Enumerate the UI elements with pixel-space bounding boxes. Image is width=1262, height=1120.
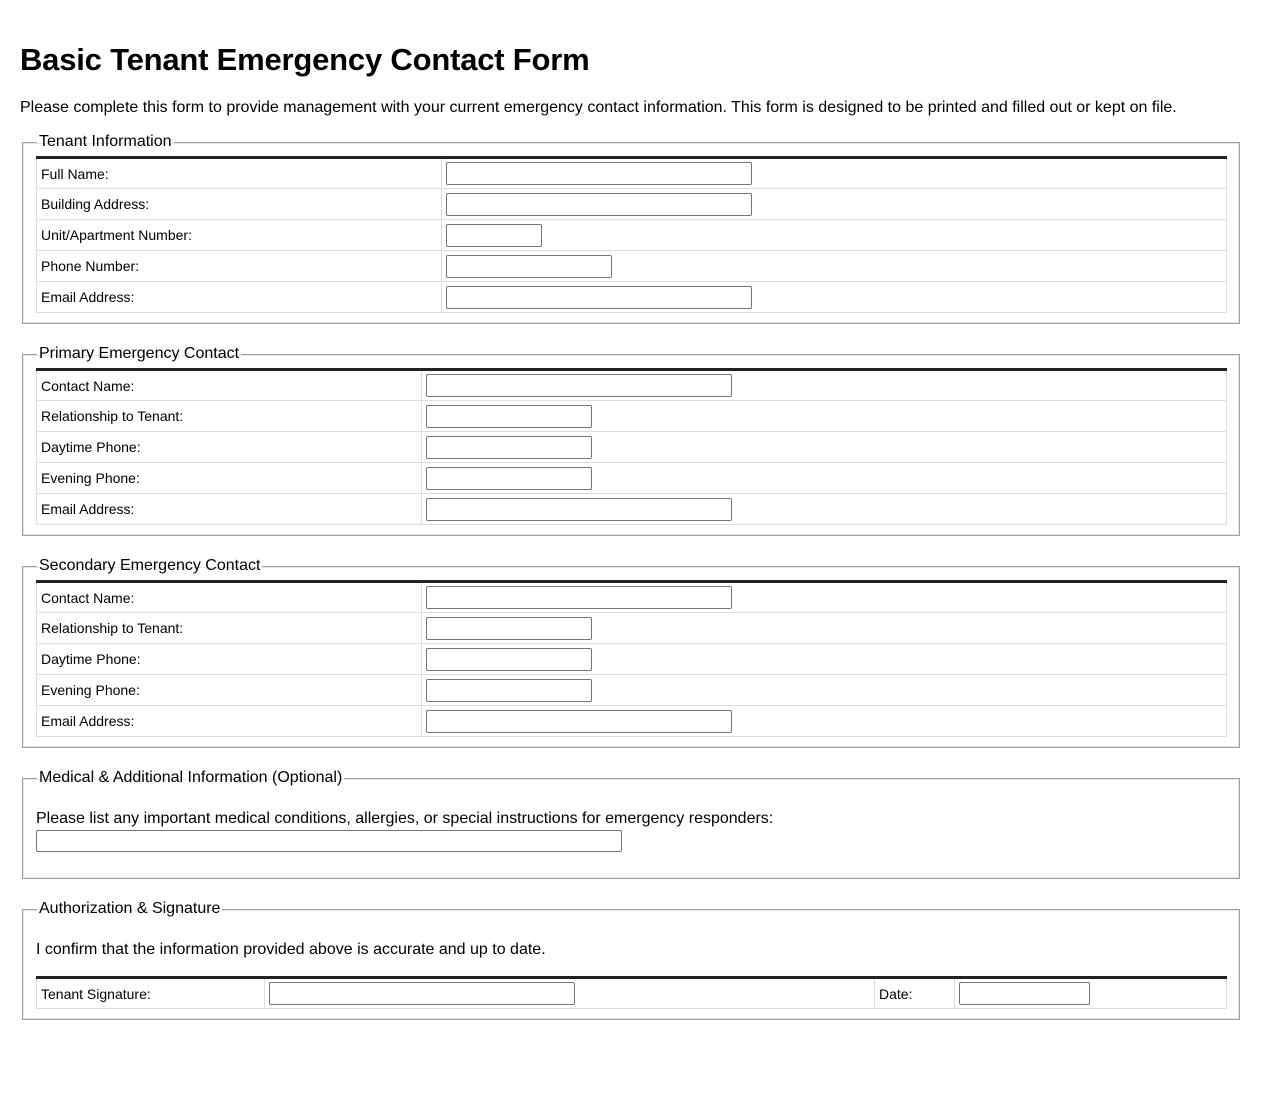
- full-name-input[interactable]: [446, 162, 752, 185]
- medical-information-legend: Medical & Additional Information (Optional): [39, 769, 343, 786]
- primary-contact-name-label: Contact Name:: [37, 370, 422, 401]
- table-row: [37, 582, 1227, 613]
- secondary-evening-phone-input[interactable]: [426, 679, 592, 702]
- secondary-contact-legend: Secondary Emergency Contact: [39, 557, 261, 574]
- table-row: [37, 675, 1227, 706]
- phone-number-input[interactable]: [446, 255, 612, 278]
- full-name-label: Full Name:: [37, 158, 442, 189]
- primary-daytime-phone-label: Daytime Phone:: [37, 432, 422, 463]
- authorization-legend: Authorization & Signature: [39, 900, 221, 917]
- primary-contact-legend: Primary Emergency Contact: [39, 345, 240, 362]
- authorization-statement: I confirm that the information provided above is accurate and up to date.: [36, 941, 546, 958]
- table-row: [37, 158, 1227, 189]
- secondary-contact-name-input[interactable]: [426, 586, 732, 609]
- primary-relationship-label: Relationship to Tenant:: [37, 401, 422, 432]
- secondary-relationship-input[interactable]: [426, 617, 592, 640]
- table-row: [37, 978, 1227, 1009]
- building-address-label: Building Address:: [37, 189, 442, 220]
- email-address-label: Email Address:: [37, 282, 442, 313]
- primary-email-input[interactable]: [426, 498, 732, 521]
- secondary-email-label: Email Address:: [37, 706, 422, 737]
- primary-relationship-input[interactable]: [426, 405, 592, 428]
- unit-number-label: Unit/Apartment Number:: [37, 220, 442, 251]
- secondary-daytime-phone-input[interactable]: [426, 648, 592, 671]
- primary-contact-section: [22, 344, 1240, 536]
- tenant-information-legend: Tenant Information: [39, 133, 172, 150]
- table-row: [37, 613, 1227, 644]
- secondary-relationship-label: Relationship to Tenant:: [37, 613, 422, 644]
- secondary-evening-phone-label: Evening Phone:: [37, 675, 422, 706]
- table-row: [37, 251, 1227, 282]
- table-row: [37, 432, 1227, 463]
- primary-daytime-phone-input[interactable]: [426, 436, 592, 459]
- table-row: [37, 189, 1227, 220]
- medical-information-section: [22, 768, 1240, 879]
- table-row: [37, 644, 1227, 675]
- secondary-email-input[interactable]: [426, 710, 732, 733]
- table-row: [37, 282, 1227, 313]
- table-row: [37, 370, 1227, 401]
- secondary-contact-section: [22, 556, 1240, 748]
- primary-contact-table: [36, 368, 1227, 525]
- email-address-input[interactable]: [446, 286, 752, 309]
- secondary-contact-name-label: Contact Name:: [37, 582, 422, 613]
- tenant-signature-input[interactable]: [269, 982, 575, 1005]
- date-label: Date:: [875, 978, 955, 1009]
- secondary-daytime-phone-label: Daytime Phone:: [37, 644, 422, 675]
- table-row: [37, 220, 1227, 251]
- medical-information-input[interactable]: [36, 830, 622, 852]
- medical-prompt: Please list any important medical conditions, allergies, or special instructions for emergency responders:: [36, 810, 774, 827]
- unit-number-input[interactable]: [446, 224, 542, 247]
- phone-number-label: Phone Number:: [37, 251, 442, 282]
- primary-email-label: Email Address:: [37, 494, 422, 525]
- primary-evening-phone-label: Evening Phone:: [37, 463, 422, 494]
- authorization-section: [22, 899, 1240, 1020]
- table-row: [37, 494, 1227, 525]
- secondary-contact-table: [36, 580, 1227, 737]
- table-row: [37, 401, 1227, 432]
- table-row: [37, 706, 1227, 737]
- date-input[interactable]: [959, 982, 1090, 1005]
- page-title: Basic Tenant Emergency Contact Form: [20, 42, 590, 77]
- table-row: [37, 463, 1227, 494]
- building-address-input[interactable]: [446, 193, 752, 216]
- primary-evening-phone-input[interactable]: [426, 467, 592, 490]
- primary-contact-name-input[interactable]: [426, 374, 732, 397]
- tenant-signature-label: Tenant Signature:: [37, 978, 265, 1009]
- tenant-information-section: [22, 132, 1240, 324]
- signature-table: [36, 976, 1227, 1009]
- intro-text: Please complete this form to provide management with your current emergency contact information. This form is designed to be printed and filled out or kept on file.: [20, 99, 1177, 116]
- tenant-information-table: [36, 156, 1227, 313]
